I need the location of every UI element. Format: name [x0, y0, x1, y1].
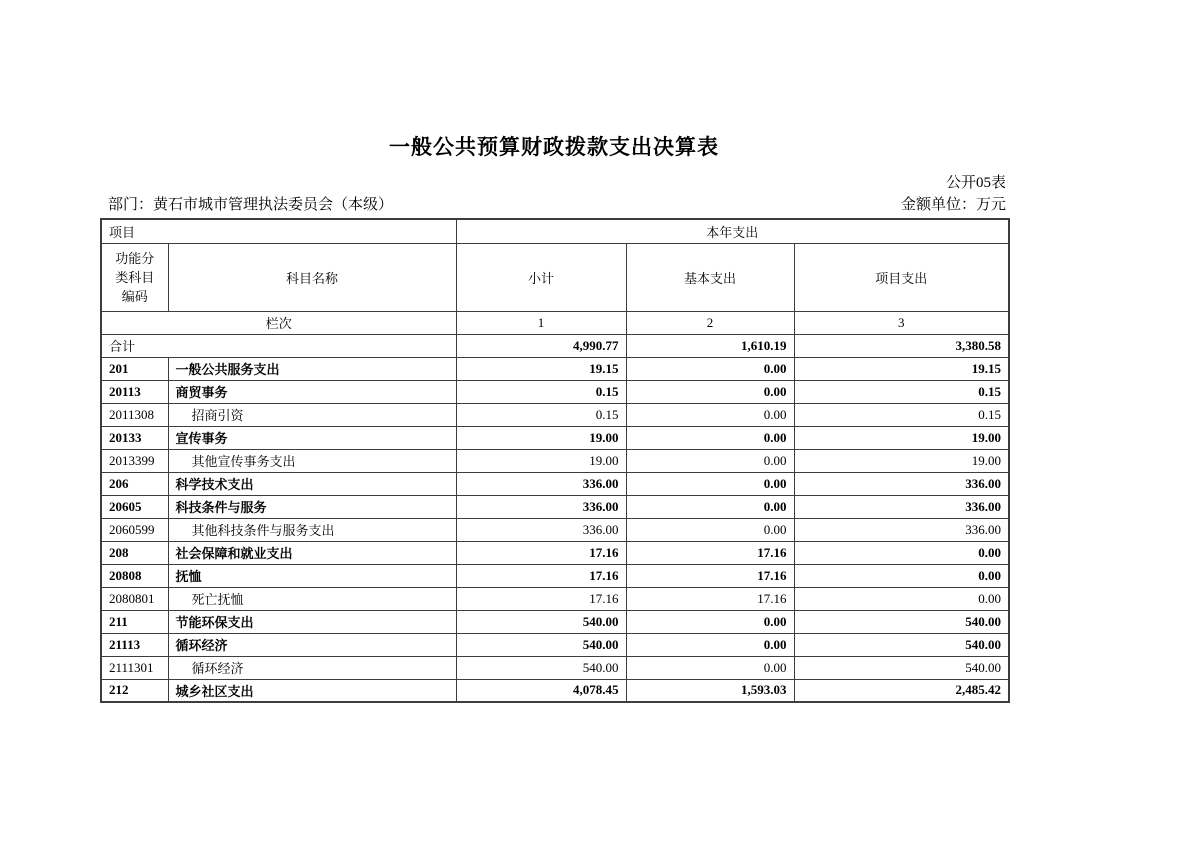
table-row: [101, 541, 1009, 564]
document-page: [100, 0, 1008, 703]
row-name: 科学技术支出: [168, 472, 456, 495]
table-row-total: [101, 334, 1009, 357]
cell-subtotal: 0.15: [456, 380, 626, 403]
table-row: [101, 357, 1009, 380]
cell-basic: 0.00: [626, 449, 794, 472]
cell-basic: 0.00: [626, 633, 794, 656]
row-code: 2080801: [101, 587, 168, 610]
cell-subtotal: 19.00: [456, 426, 626, 449]
row-name: 城乡社区支出: [168, 679, 456, 702]
cell-project: 0.00: [794, 541, 1009, 564]
header-subtotal: 小计: [456, 243, 626, 311]
page-title: 一般公共预算财政拨款支出决算表: [389, 136, 719, 159]
table-row: [101, 449, 1009, 472]
cell-basic: 0.00: [626, 610, 794, 633]
row-name: 招商引资: [168, 403, 456, 426]
row-code: 20808: [101, 564, 168, 587]
header-function-code-line: 编码: [121, 288, 148, 304]
cell-basic: 0.00: [626, 472, 794, 495]
cell-project: 3,380.58: [794, 334, 1009, 357]
cell-basic: 0.00: [626, 426, 794, 449]
header-function-code: [101, 243, 168, 311]
cell-basic: 1,593.03: [626, 679, 794, 702]
table-row: [101, 679, 1009, 702]
header-function-code-line: 类科目: [115, 269, 155, 285]
cell-project: 540.00: [794, 633, 1009, 656]
cell-project: 19.15: [794, 357, 1009, 380]
cell-basic: 17.16: [626, 564, 794, 587]
row-name: 其他科技条件与服务支出: [168, 518, 456, 541]
cell-subtotal: 540.00: [456, 656, 626, 679]
cell-basic: 17.16: [626, 541, 794, 564]
department-label: 部门：黄石市城市管理执法委员会（本级）: [108, 197, 394, 213]
cell-basic: 0.00: [626, 656, 794, 679]
cell-basic: 0.00: [626, 403, 794, 426]
cell-subtotal: 19.00: [456, 449, 626, 472]
header-current-year-expenditure: 本年支出: [456, 219, 1009, 243]
cell-basic: 0.00: [626, 357, 794, 380]
table-row: [101, 587, 1009, 610]
row-name: 其他宣传事务支出: [168, 449, 456, 472]
table-row: [101, 564, 1009, 587]
header-project-expenditure: 项目支出: [794, 243, 1009, 311]
row-code: 2111301: [101, 656, 168, 679]
cell-subtotal: 540.00: [456, 610, 626, 633]
row-name: 抚恤: [168, 564, 456, 587]
cell-subtotal: 17.16: [456, 541, 626, 564]
table-row: [101, 633, 1009, 656]
row-name: 死亡抚恤: [168, 587, 456, 610]
table-row: [101, 426, 1009, 449]
cell-subtotal: 19.15: [456, 357, 626, 380]
budget-table: [100, 218, 1010, 703]
unit-label: 金额单位：万元: [900, 197, 1006, 213]
row-code: 2011308: [101, 403, 168, 426]
header-column-label: 栏次: [101, 311, 456, 334]
table-row: [101, 380, 1009, 403]
cell-subtotal: 540.00: [456, 633, 626, 656]
cell-subtotal: 336.00: [456, 495, 626, 518]
cell-project: 19.00: [794, 449, 1009, 472]
column-number-3: 3: [794, 311, 1009, 334]
cell-subtotal: 17.16: [456, 587, 626, 610]
cell-project: 0.15: [794, 403, 1009, 426]
table-row: [101, 610, 1009, 633]
header-row-2: [101, 243, 1009, 311]
row-code: 211: [101, 610, 168, 633]
table-row: [101, 403, 1009, 426]
row-code: 20605: [101, 495, 168, 518]
row-code: 20113: [101, 380, 168, 403]
cell-subtotal: 336.00: [456, 518, 626, 541]
header-function-code-line: 功能分: [115, 250, 155, 266]
cell-subtotal: 4,990.77: [456, 334, 626, 357]
row-name: 宣传事务: [168, 426, 456, 449]
row-code: 212: [101, 679, 168, 702]
meta-row: [100, 196, 1008, 214]
header-row-columns: [101, 311, 1009, 334]
cell-project: 540.00: [794, 610, 1009, 633]
cell-project: 19.00: [794, 426, 1009, 449]
row-code: 201: [101, 357, 168, 380]
header-row-1: [101, 219, 1009, 243]
cell-project: 0.00: [794, 564, 1009, 587]
cell-project: 336.00: [794, 472, 1009, 495]
cell-project: 2,485.42: [794, 679, 1009, 702]
cell-project: 540.00: [794, 656, 1009, 679]
header-project: 项目: [101, 219, 456, 243]
table-row: [101, 472, 1009, 495]
row-name: 循环经济: [168, 633, 456, 656]
row-name: 商贸事务: [168, 380, 456, 403]
row-name: 节能环保支出: [168, 610, 456, 633]
cell-project: 0.00: [794, 587, 1009, 610]
row-name: 一般公共服务支出: [168, 357, 456, 380]
cell-basic: 0.00: [626, 495, 794, 518]
header-subject-name: 科目名称: [168, 243, 456, 311]
cell-project: 0.15: [794, 380, 1009, 403]
header-basic-expenditure: 基本支出: [626, 243, 794, 311]
table-row: [101, 495, 1009, 518]
row-code: 21113: [101, 633, 168, 656]
cell-basic: 17.16: [626, 587, 794, 610]
cell-subtotal: 336.00: [456, 472, 626, 495]
cell-project: 336.00: [794, 495, 1009, 518]
row-code: 2013399: [101, 449, 168, 472]
cell-subtotal: 17.16: [456, 564, 626, 587]
cell-basic: 1,610.19: [626, 334, 794, 357]
cell-subtotal: 0.15: [456, 403, 626, 426]
row-name: 循环经济: [168, 656, 456, 679]
row-name: 社会保障和就业支出: [168, 541, 456, 564]
cell-basic: 0.00: [626, 518, 794, 541]
column-number-1: 1: [456, 311, 626, 334]
column-number-2: 2: [626, 311, 794, 334]
row-name: 科技条件与服务: [168, 495, 456, 518]
cell-project: 336.00: [794, 518, 1009, 541]
table-row: [101, 518, 1009, 541]
total-label: 合计: [101, 334, 456, 357]
cell-basic: 0.00: [626, 380, 794, 403]
row-code: 2060599: [101, 518, 168, 541]
cell-subtotal: 4,078.45: [456, 679, 626, 702]
row-code: 208: [101, 541, 168, 564]
doc-number-label: 公开05表: [945, 175, 1006, 191]
table-row: [101, 656, 1009, 679]
row-code: 20133: [101, 426, 168, 449]
row-code: 206: [101, 472, 168, 495]
